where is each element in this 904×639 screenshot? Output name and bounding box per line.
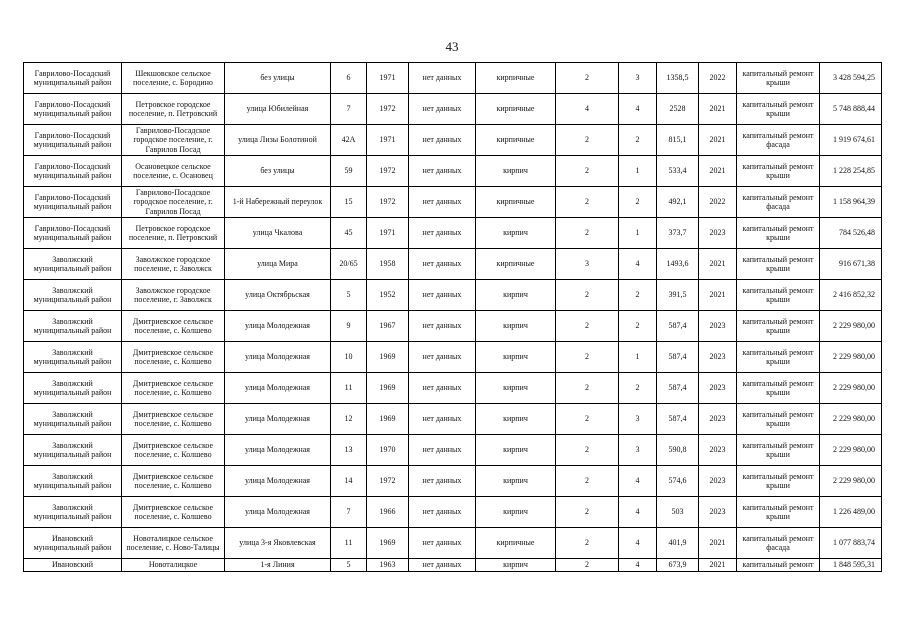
- plan-year-cell: 2021: [699, 156, 737, 187]
- build-year-cell: 1972: [367, 187, 409, 218]
- street-cell: без улицы: [225, 63, 331, 94]
- floors-cell: 2: [556, 373, 619, 404]
- housing-repair-table: [23, 62, 882, 572]
- area-cell: 401,9: [657, 528, 699, 559]
- district-cell: Ивановский: [24, 559, 122, 572]
- district-cell: Гаврилово-Посадский муниципальный район: [24, 125, 122, 156]
- plan-year-cell: 2023: [699, 435, 737, 466]
- area-cell: 590,8: [657, 435, 699, 466]
- page-number: 43: [445, 39, 459, 54]
- table-row: [24, 63, 882, 94]
- no-data-cell: нет данных: [409, 249, 476, 280]
- house-number-cell: 20/65: [331, 249, 367, 280]
- street-cell: улица Октябрьская: [225, 280, 331, 311]
- district-cell: Заволжский муниципальный район: [24, 435, 122, 466]
- floors-cell: 2: [556, 156, 619, 187]
- plan-year-cell: 2021: [699, 280, 737, 311]
- plan-year-cell: 2023: [699, 342, 737, 373]
- floors-cell: 2: [556, 342, 619, 373]
- build-year-cell: 1971: [367, 125, 409, 156]
- entrances-cell: 1: [619, 342, 657, 373]
- street-cell: улица Молодежная: [225, 497, 331, 528]
- settlement-cell: Дмитриевское сельское поселение, с. Колшево: [122, 311, 225, 342]
- build-year-cell: 1967: [367, 311, 409, 342]
- floors-cell: 2: [556, 311, 619, 342]
- settlement-cell: Дмитриевское сельское поселение, с. Колшево: [122, 466, 225, 497]
- cost-cell: 2 229 980,00: [820, 373, 882, 404]
- entrances-cell: 4: [619, 94, 657, 125]
- table-row: [24, 342, 882, 373]
- work-type-cell: капитальный ремонт крыши: [737, 497, 820, 528]
- no-data-cell: нет данных: [409, 156, 476, 187]
- house-number-cell: 10: [331, 342, 367, 373]
- build-year-cell: 1972: [367, 94, 409, 125]
- plan-year-cell: 2023: [699, 218, 737, 249]
- cost-cell: 2 416 852,32: [820, 280, 882, 311]
- no-data-cell: нет данных: [409, 63, 476, 94]
- wall-material-cell: кирпичные: [476, 63, 556, 94]
- entrances-cell: 1: [619, 218, 657, 249]
- wall-material-cell: кирпичные: [476, 125, 556, 156]
- table-row: [24, 94, 882, 125]
- house-number-cell: 5: [331, 559, 367, 572]
- table-row: [24, 404, 882, 435]
- street-cell: улица Лизы Болотиной: [225, 125, 331, 156]
- district-cell: Гаврилово-Посадский муниципальный район: [24, 94, 122, 125]
- settlement-cell: Гаврилово-Посадское городское поселение, г. Гаврилов Посад: [122, 187, 225, 218]
- settlement-cell: Заволжское городское поселение, г. Заволжск: [122, 249, 225, 280]
- work-type-cell: капитальный ремонт фасада: [737, 125, 820, 156]
- wall-material-cell: кирпич: [476, 218, 556, 249]
- no-data-cell: нет данных: [409, 125, 476, 156]
- plan-year-cell: 2021: [699, 528, 737, 559]
- settlement-cell: Осановецкое сельское поселение, с. Осановец: [122, 156, 225, 187]
- area-cell: 673,9: [657, 559, 699, 572]
- build-year-cell: 1969: [367, 528, 409, 559]
- build-year-cell: 1969: [367, 342, 409, 373]
- settlement-cell: Шекшовское сельское поселение, с. Бородино: [122, 63, 225, 94]
- plan-year-cell: 2021: [699, 249, 737, 280]
- area-cell: 587,4: [657, 311, 699, 342]
- area-cell: 2528: [657, 94, 699, 125]
- entrances-cell: 3: [619, 63, 657, 94]
- entrances-cell: 2: [619, 373, 657, 404]
- cost-cell: 2 229 980,00: [820, 404, 882, 435]
- no-data-cell: нет данных: [409, 559, 476, 572]
- street-cell: улица Молодежная: [225, 404, 331, 435]
- wall-material-cell: кирпич: [476, 435, 556, 466]
- entrances-cell: 4: [619, 528, 657, 559]
- build-year-cell: 1969: [367, 373, 409, 404]
- house-number-cell: 11: [331, 528, 367, 559]
- entrances-cell: 2: [619, 311, 657, 342]
- plan-year-cell: 2023: [699, 497, 737, 528]
- area-cell: 503: [657, 497, 699, 528]
- no-data-cell: нет данных: [409, 218, 476, 249]
- wall-material-cell: кирпич: [476, 280, 556, 311]
- floors-cell: 2: [556, 187, 619, 218]
- table-row: [24, 280, 882, 311]
- entrances-cell: 4: [619, 249, 657, 280]
- house-number-cell: 6: [331, 63, 367, 94]
- entrances-cell: 4: [619, 466, 657, 497]
- floors-cell: 2: [556, 63, 619, 94]
- work-type-cell: капитальный ремонт фасада: [737, 187, 820, 218]
- area-cell: 815,1: [657, 125, 699, 156]
- district-cell: Гаврилово-Посадский муниципальный район: [24, 218, 122, 249]
- work-type-cell: капитальный ремонт крыши: [737, 435, 820, 466]
- house-number-cell: 45: [331, 218, 367, 249]
- street-cell: улица Молодежная: [225, 311, 331, 342]
- no-data-cell: нет данных: [409, 280, 476, 311]
- district-cell: Заволжский муниципальный район: [24, 280, 122, 311]
- settlement-cell: Петровское городское поселение, п. Петровский: [122, 94, 225, 125]
- table-row: [24, 435, 882, 466]
- district-cell: Ивановский муниципальный район: [24, 528, 122, 559]
- cost-cell: 1 228 254,85: [820, 156, 882, 187]
- house-number-cell: 42А: [331, 125, 367, 156]
- cost-cell: 1 226 489,00: [820, 497, 882, 528]
- build-year-cell: 1966: [367, 497, 409, 528]
- table-row: [24, 311, 882, 342]
- house-number-cell: 7: [331, 497, 367, 528]
- build-year-cell: 1972: [367, 466, 409, 497]
- plan-year-cell: 2021: [699, 559, 737, 572]
- entrances-cell: 2: [619, 125, 657, 156]
- no-data-cell: нет данных: [409, 311, 476, 342]
- build-year-cell: 1971: [367, 63, 409, 94]
- area-cell: 574,6: [657, 466, 699, 497]
- area-cell: 1493,6: [657, 249, 699, 280]
- entrances-cell: 3: [619, 435, 657, 466]
- cost-cell: 2 229 980,00: [820, 342, 882, 373]
- entrances-cell: 4: [619, 497, 657, 528]
- street-cell: улица Юбилейная: [225, 94, 331, 125]
- floors-cell: 2: [556, 497, 619, 528]
- work-type-cell: капитальный ремонт фасада: [737, 528, 820, 559]
- wall-material-cell: кирпич: [476, 497, 556, 528]
- cost-cell: 1 848 595,31: [820, 559, 882, 572]
- settlement-cell: Дмитриевское сельское поселение, с. Колшево: [122, 435, 225, 466]
- house-number-cell: 5: [331, 280, 367, 311]
- no-data-cell: нет данных: [409, 94, 476, 125]
- wall-material-cell: кирпичные: [476, 249, 556, 280]
- cost-cell: 1 919 674,61: [820, 125, 882, 156]
- wall-material-cell: кирпич: [476, 342, 556, 373]
- settlement-cell: Петровское городское поселение, п. Петровский: [122, 218, 225, 249]
- plan-year-cell: 2023: [699, 404, 737, 435]
- no-data-cell: нет данных: [409, 342, 476, 373]
- wall-material-cell: кирпич: [476, 466, 556, 497]
- build-year-cell: 1970: [367, 435, 409, 466]
- table-row: [24, 528, 882, 559]
- work-type-cell: капитальный ремонт крыши: [737, 311, 820, 342]
- street-cell: улица Молодежная: [225, 342, 331, 373]
- area-cell: 492,1: [657, 187, 699, 218]
- plan-year-cell: 2021: [699, 125, 737, 156]
- district-cell: Заволжский муниципальный район: [24, 404, 122, 435]
- district-cell: Заволжский муниципальный район: [24, 342, 122, 373]
- cost-cell: 916 671,38: [820, 249, 882, 280]
- floors-cell: 2: [556, 435, 619, 466]
- wall-material-cell: кирпич: [476, 156, 556, 187]
- floors-cell: 2: [556, 466, 619, 497]
- wall-material-cell: кирпич: [476, 559, 556, 572]
- plan-year-cell: 2023: [699, 311, 737, 342]
- plan-year-cell: 2022: [699, 63, 737, 94]
- table-row: [24, 497, 882, 528]
- table-row: [24, 187, 882, 218]
- district-cell: Заволжский муниципальный район: [24, 497, 122, 528]
- settlement-cell: Дмитриевское сельское поселение, с. Колшево: [122, 497, 225, 528]
- street-cell: улица Мира: [225, 249, 331, 280]
- street-cell: улица 3-я Яковлевская: [225, 528, 331, 559]
- build-year-cell: 1969: [367, 404, 409, 435]
- table-row: [24, 249, 882, 280]
- table-row: [24, 559, 882, 572]
- wall-material-cell: кирпичные: [476, 187, 556, 218]
- table-row: [24, 466, 882, 497]
- table-row: [24, 373, 882, 404]
- house-number-cell: 7: [331, 94, 367, 125]
- floors-cell: 4: [556, 94, 619, 125]
- entrances-cell: 2: [619, 187, 657, 218]
- cost-cell: 1 158 964,39: [820, 187, 882, 218]
- street-cell: улица Молодежная: [225, 435, 331, 466]
- district-cell: Гаврилово-Посадский муниципальный район: [24, 156, 122, 187]
- street-cell: улица Чкалова: [225, 218, 331, 249]
- cost-cell: 3 428 594,25: [820, 63, 882, 94]
- work-type-cell: капитальный ремонт крыши: [737, 342, 820, 373]
- settlement-cell: Гаврилово-Посадское городское поселение, г. Гаврилов Посад: [122, 125, 225, 156]
- floors-cell: 2: [556, 559, 619, 572]
- no-data-cell: нет данных: [409, 187, 476, 218]
- no-data-cell: нет данных: [409, 404, 476, 435]
- street-cell: без улицы: [225, 156, 331, 187]
- plan-year-cell: 2022: [699, 187, 737, 218]
- area-cell: 1358,5: [657, 63, 699, 94]
- cost-cell: 1 077 883,74: [820, 528, 882, 559]
- settlement-cell: Дмитриевское сельское поселение, с. Колшево: [122, 404, 225, 435]
- district-cell: Гаврилово-Посадский муниципальный район: [24, 187, 122, 218]
- no-data-cell: нет данных: [409, 497, 476, 528]
- floors-cell: 2: [556, 125, 619, 156]
- district-cell: Заволжский муниципальный район: [24, 311, 122, 342]
- house-number-cell: 15: [331, 187, 367, 218]
- no-data-cell: нет данных: [409, 435, 476, 466]
- entrances-cell: 2: [619, 280, 657, 311]
- wall-material-cell: кирпич: [476, 373, 556, 404]
- floors-cell: 2: [556, 218, 619, 249]
- house-number-cell: 9: [331, 311, 367, 342]
- cost-cell: 2 229 980,00: [820, 311, 882, 342]
- floors-cell: 3: [556, 249, 619, 280]
- entrances-cell: 1: [619, 156, 657, 187]
- area-cell: 533,4: [657, 156, 699, 187]
- plan-year-cell: 2023: [699, 373, 737, 404]
- table-row: [24, 125, 882, 156]
- work-type-cell: капитальный ремонт крыши: [737, 156, 820, 187]
- work-type-cell: капитальный ремонт крыши: [737, 404, 820, 435]
- settlement-cell: Дмитриевское сельское поселение, с. Колшево: [122, 373, 225, 404]
- table-body: [24, 63, 882, 572]
- district-cell: Заволжский муниципальный район: [24, 249, 122, 280]
- table-row: [24, 218, 882, 249]
- floors-cell: 2: [556, 404, 619, 435]
- area-cell: 587,4: [657, 404, 699, 435]
- plan-year-cell: 2021: [699, 94, 737, 125]
- district-cell: Заволжский муниципальный район: [24, 373, 122, 404]
- cost-cell: 5 748 888,44: [820, 94, 882, 125]
- work-type-cell: капитальный ремонт крыши: [737, 94, 820, 125]
- plan-year-cell: 2023: [699, 466, 737, 497]
- build-year-cell: 1972: [367, 156, 409, 187]
- wall-material-cell: кирпич: [476, 311, 556, 342]
- work-type-cell: капитальный ремонт: [737, 559, 820, 572]
- cost-cell: 784 526,48: [820, 218, 882, 249]
- house-number-cell: 13: [331, 435, 367, 466]
- floors-cell: 2: [556, 528, 619, 559]
- work-type-cell: капитальный ремонт крыши: [737, 63, 820, 94]
- house-number-cell: 59: [331, 156, 367, 187]
- district-cell: Заволжский муниципальный район: [24, 466, 122, 497]
- no-data-cell: нет данных: [409, 373, 476, 404]
- street-cell: улица Молодежная: [225, 373, 331, 404]
- build-year-cell: 1963: [367, 559, 409, 572]
- no-data-cell: нет данных: [409, 528, 476, 559]
- house-number-cell: 14: [331, 466, 367, 497]
- work-type-cell: капитальный ремонт крыши: [737, 280, 820, 311]
- entrances-cell: 3: [619, 404, 657, 435]
- area-cell: 587,4: [657, 373, 699, 404]
- area-cell: 391,5: [657, 280, 699, 311]
- entrances-cell: 4: [619, 559, 657, 572]
- settlement-cell: Новоталицкое: [122, 559, 225, 572]
- build-year-cell: 1958: [367, 249, 409, 280]
- cost-cell: 2 229 980,00: [820, 435, 882, 466]
- work-type-cell: капитальный ремонт крыши: [737, 218, 820, 249]
- house-number-cell: 11: [331, 373, 367, 404]
- build-year-cell: 1971: [367, 218, 409, 249]
- settlement-cell: Заволжское городское поселение, г. Заволжск: [122, 280, 225, 311]
- street-cell: 1-я Линия: [225, 559, 331, 572]
- wall-material-cell: кирпич: [476, 404, 556, 435]
- wall-material-cell: кирпичные: [476, 94, 556, 125]
- house-number-cell: 12: [331, 404, 367, 435]
- district-cell: Гаврилово-Посадский муниципальный район: [24, 63, 122, 94]
- work-type-cell: капитальный ремонт крыши: [737, 249, 820, 280]
- street-cell: 1-й Набережный переулок: [225, 187, 331, 218]
- cost-cell: 2 229 980,00: [820, 466, 882, 497]
- work-type-cell: капитальный ремонт крыши: [737, 466, 820, 497]
- wall-material-cell: кирпичные: [476, 528, 556, 559]
- work-type-cell: капитальный ремонт крыши: [737, 373, 820, 404]
- floors-cell: 2: [556, 280, 619, 311]
- build-year-cell: 1952: [367, 280, 409, 311]
- area-cell: 587,4: [657, 342, 699, 373]
- street-cell: улица Молодежная: [225, 466, 331, 497]
- settlement-cell: Дмитриевское сельское поселение, с. Колшево: [122, 342, 225, 373]
- no-data-cell: нет данных: [409, 466, 476, 497]
- area-cell: 373,7: [657, 218, 699, 249]
- settlement-cell: Новоталицкое сельское поселение, с. Ново-Талицы: [122, 528, 225, 559]
- table-row: [24, 156, 882, 187]
